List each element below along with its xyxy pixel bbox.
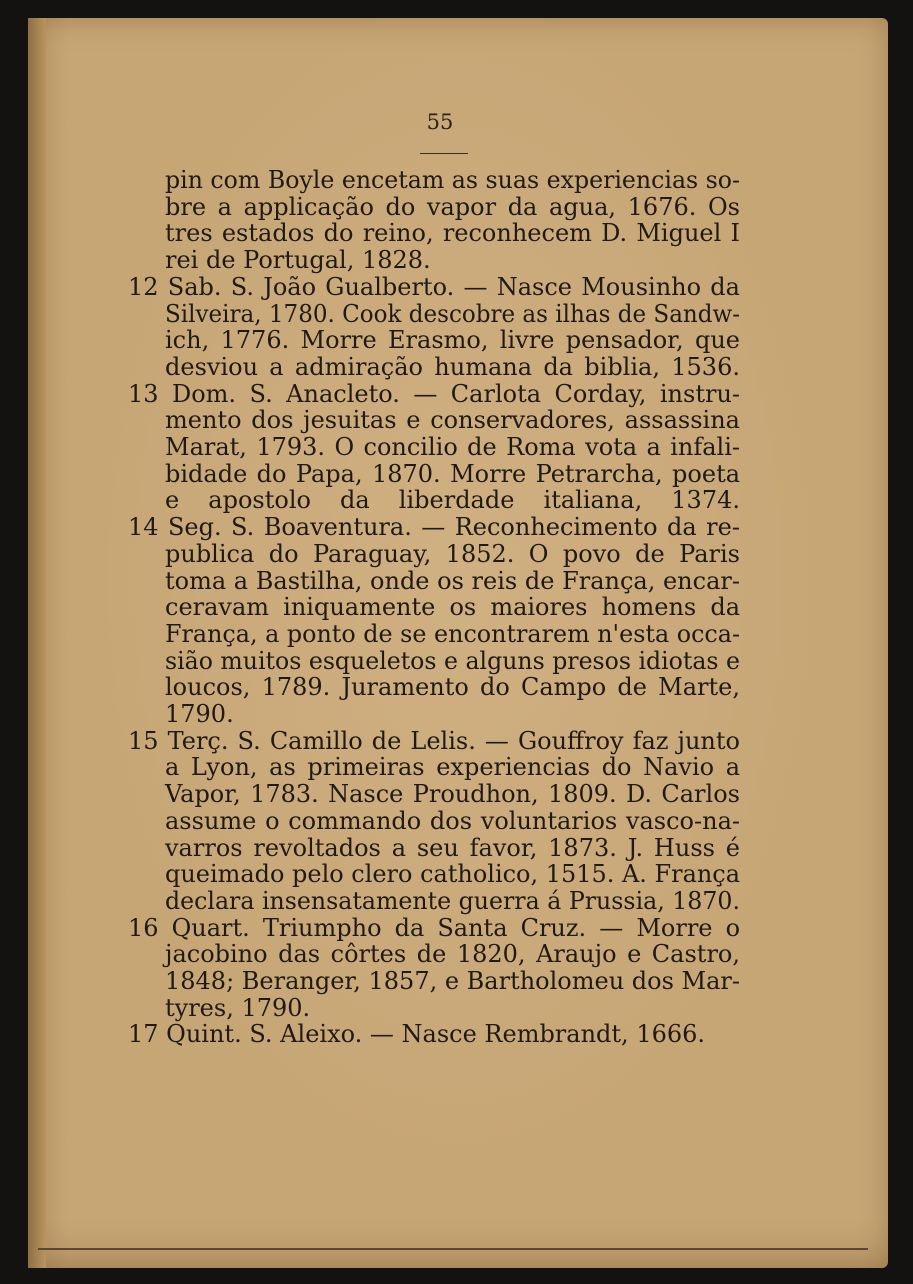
text-line: 17 Quint. S. Aleixo. — Nasce Rembrandt, 1666. (128, 1020, 706, 1049)
text-line: e apostolo da liberdade italiana, 1374. (165, 486, 740, 515)
book-page (28, 18, 888, 1268)
text-line: 1790. (165, 700, 234, 728)
text-line: sião muitos esqueletos e alguns presos idiotas e (165, 646, 741, 675)
text-line: pin com Boyle encetam as suas experiencias so- (165, 166, 741, 194)
text-line: 13 Dom. S. Anacleto. — Carlota Corday, instru- (128, 379, 741, 408)
text-line: loucos, 1789. Juramento do Campo de Marte, (165, 673, 740, 702)
text-line: tyres, 1790. (165, 993, 311, 1022)
text-line: 15 Terç. S. Camillo de Lelis. — Gouffroy faz junto (128, 726, 740, 755)
text-line: queimado pelo clero catholico, 1515. A. França (165, 860, 741, 889)
text-line: rei de Portugal, 1828. (165, 246, 431, 275)
text-line: Marat, 1793. O concilio de Roma vota a infali- (165, 433, 740, 461)
text-line: declara insensatamente guerra á Prussia, 1870. (165, 886, 740, 915)
text-line: bidade do Papa, 1870. Morre Petrarcha, poeta (165, 459, 741, 488)
text-line: Silveira, 1780. Cook descobre as ilhas de Sandw- (165, 299, 741, 328)
page-number: 55 (426, 110, 454, 134)
text-line: 1848; Beranger, 1857, e Bartholomeu dos Mar- (165, 967, 741, 995)
text-line: desviou a admiração humana da biblia, 1536. (165, 352, 740, 381)
body-text (28, 18, 888, 1268)
text-line: ich, 1776. Morre Erasmo, livre pensador, que (165, 326, 740, 355)
text-line: 14 Seg. S. Boaventura. — Reconhecimento da re- (128, 513, 740, 542)
text-line: ceravam iniquamente os maiores homens da (165, 593, 741, 622)
text-line: a Lyon, as primeiras experiencias do Navio a (165, 753, 741, 782)
text-line: varros revoltados a seu favor, 1873. J. Huss é (165, 833, 740, 862)
text-line: bre a applicação do vapor da agua, 1676. Os (165, 192, 740, 221)
text-line: tres estados do reino, reconhecem D. Miguel I (165, 219, 741, 248)
text-line: mento dos jesuitas e conservadores, assassina (165, 406, 740, 435)
text-line: Vapor, 1783. Nasce Proudhon, 1809. D. Carlos (165, 780, 740, 809)
text-line: publica do Paraguay, 1852. O povo de Paris (165, 539, 741, 568)
text-line: 16 Quart. Triumpho da Santa Cruz. — Morre o (128, 913, 741, 942)
text-line: 12 Sab. S. João Gualberto. — Nasce Mousinho da (128, 272, 740, 301)
text-line: França, a ponto de se encontrarem n'esta occa- (165, 619, 740, 648)
text-line: assume o commando dos voluntarios vasco-na- (165, 806, 740, 835)
page-bottom-rule (38, 1248, 868, 1250)
text-line: toma a Bastilha, onde os reis de França, encar- (165, 566, 740, 595)
text-line: jacobino das côrtes de 1820, Araujo e Castro, (165, 940, 740, 969)
